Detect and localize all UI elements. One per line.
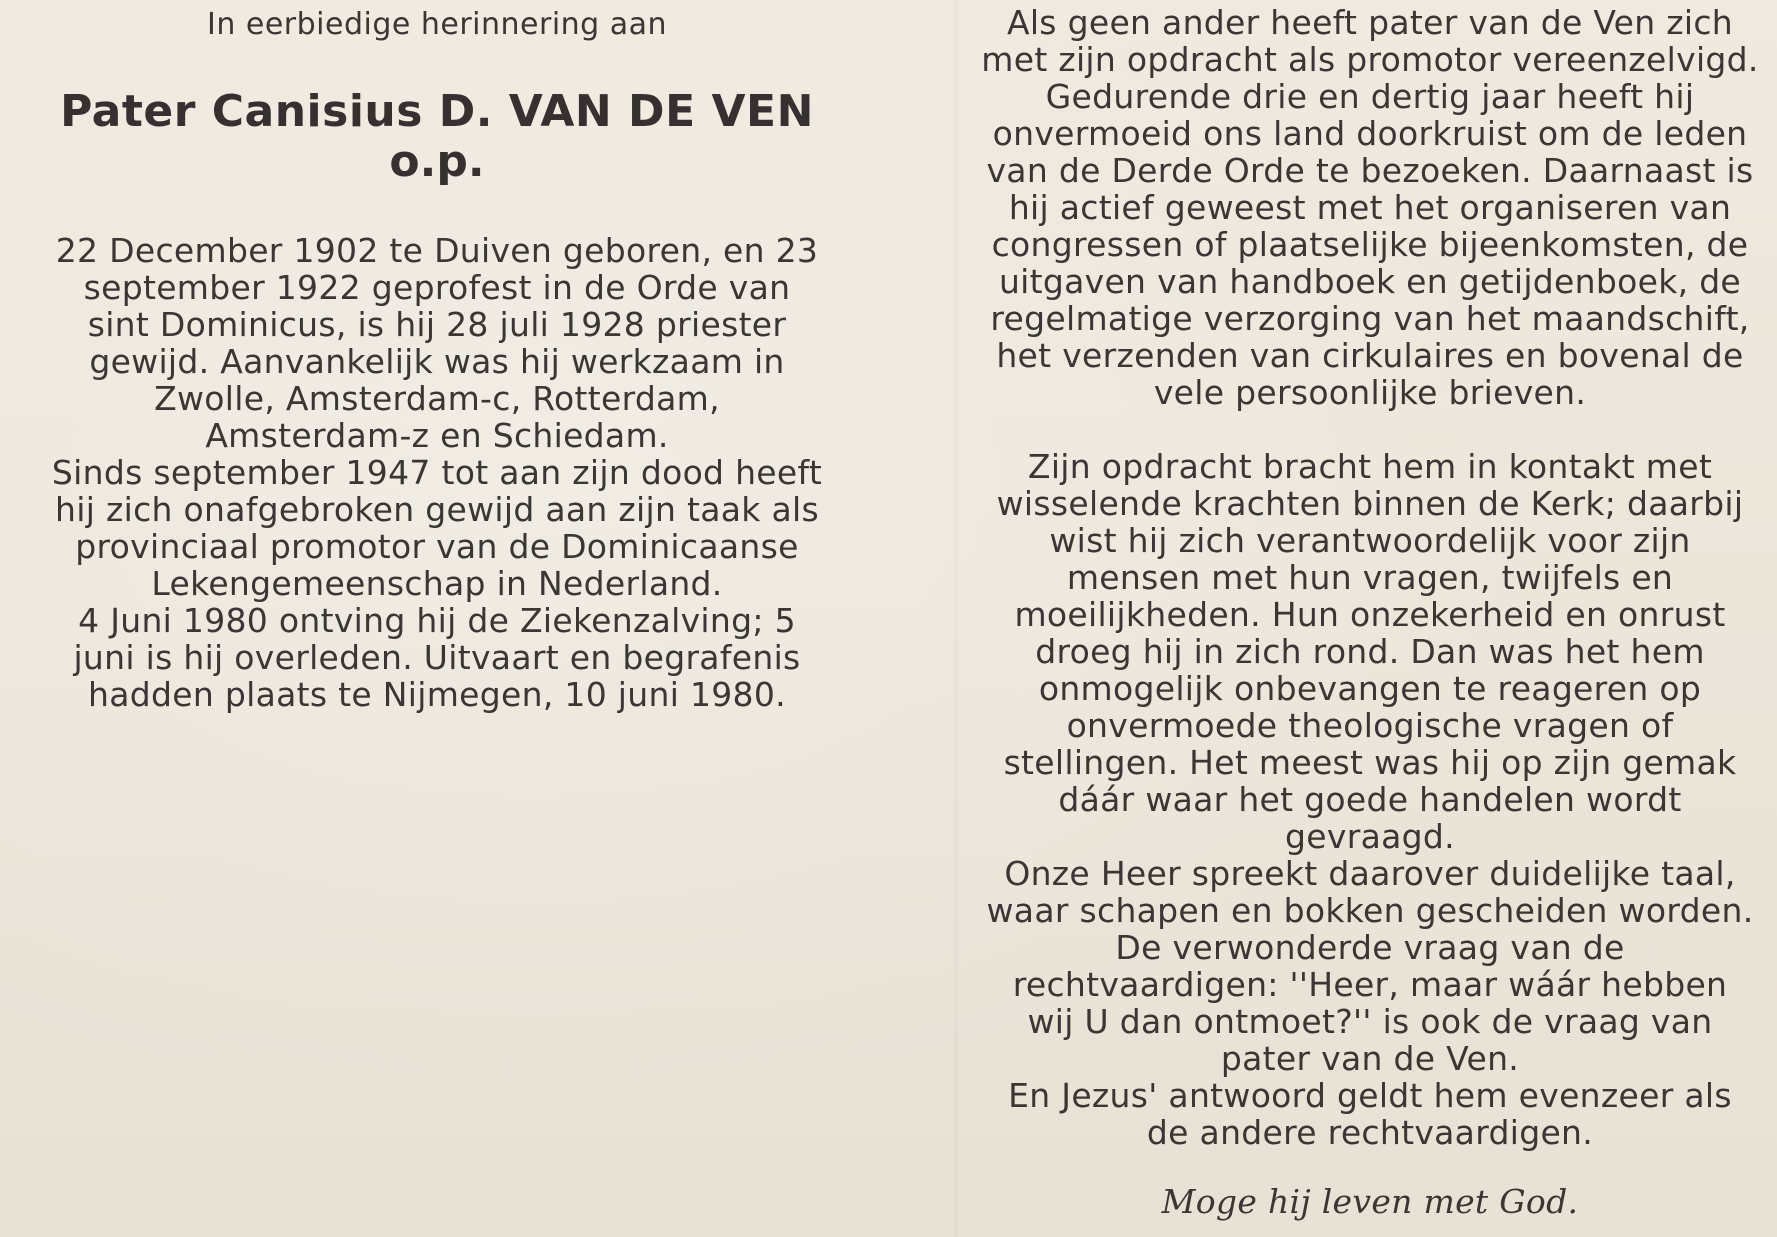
tribute-line: pater van de Ven. [1220, 1039, 1520, 1078]
tribute-line: Onze Heer spreekt daarover duidelijke taal, [1004, 854, 1736, 893]
tribute-line: moeilijkheden. Hun onzekerheid en onrust [1014, 595, 1726, 634]
bio-line: september 1922 geprofest in de Orde van [83, 268, 791, 307]
tribute-line: dáár waar het goede handelen wordt [1058, 780, 1682, 819]
tribute-line: onvermoeid ons land doorkruist om de leden [992, 114, 1748, 153]
intro-text: In eerbiedige herinnering aan [206, 7, 668, 42]
bio-line: juni is hij overleden. Uitvaart en begrafenis [73, 638, 801, 677]
tribute-line: waar schapen en bokken gescheiden worden. [986, 891, 1754, 930]
card-fold [953, 0, 959, 1237]
tribute-line: droeg hij in zich rond. Dan was het hem [1035, 632, 1705, 671]
bio-line: Sinds september 1947 tot aan zijn dood heeft [51, 453, 823, 492]
tribute-paragraph-2 [975, 448, 1765, 1151]
tribute-line: De verwonderde vraag van de [1115, 928, 1625, 967]
deceased-name: Pater Canisius D. VAN DE VEN [60, 86, 814, 137]
tribute-line: rechtvaardigen: ''Heer, maar wáár hebben [1012, 965, 1728, 1004]
tribute-line: congressen of plaatselijke bijeenkomsten, de [991, 225, 1749, 264]
tribute-line: onvermoede theologische vragen of [1066, 706, 1674, 745]
bio-line: hij zich onafgebroken gewijd aan zijn taak als [55, 490, 819, 529]
tribute-line: wist hij zich verantwoordelijk voor zijn [1049, 521, 1691, 560]
tribute-line: onmogelijk onbevangen te reageren op [1038, 669, 1702, 708]
tribute-line: met zijn opdracht als promotor vereenzelvigd. [981, 40, 1759, 79]
tribute-line: En Jezus' antwoord geldt hem evenzeer als [1008, 1076, 1732, 1115]
bio-line: provinciaal promotor van de Dominicaanse [75, 527, 799, 566]
bio-line: gewijd. Aanvankelijk was hij werkzaam in [89, 342, 785, 381]
biography [22, 232, 852, 713]
tribute-line: Gedurende drie en dertig jaar heeft hij [1045, 77, 1695, 116]
tribute-line: het verzenden van cirkulaires en bovenal de [996, 336, 1744, 375]
tribute-line: regelmatige verzorging van het maandschift, [990, 299, 1750, 338]
tribute-line: Als geen ander heeft pater van de Ven zich [1006, 3, 1734, 42]
tribute-line: gevraagd. [1285, 817, 1455, 856]
paragraph-gap [975, 411, 1765, 448]
tribute-line: vele persoonlijke brieven. [1153, 373, 1587, 412]
bio-line: Amsterdam-z en Schiedam. [205, 416, 669, 455]
bio-line: Lekengemeenschap in Nederland. [151, 564, 723, 603]
order-abbreviation: o.p. [389, 136, 485, 187]
tribute-line: uitgaven van handboek en getijdenboek, de [998, 262, 1742, 301]
bio-line: 22 December 1902 te Duiven geboren, en 23 [55, 231, 819, 270]
tribute-line: de andere rechtvaardigen. [1146, 1113, 1594, 1152]
tribute-paragraph-1 [975, 4, 1765, 411]
bio-line: 4 Juni 1980 ontving hij de Ziekenzalving; 5 [78, 601, 796, 640]
bio-line: Zwolle, Amsterdam-c, Rotterdam, [154, 379, 720, 418]
tribute-line: stellingen. Het meest was hij op zijn gemak [1003, 743, 1737, 782]
tribute-line: hij actief geweest met het organiseren van [1008, 188, 1732, 227]
bio-line: hadden plaats te Nijmegen, 10 juni 1980. [88, 675, 786, 714]
right-page [975, 0, 1765, 1220]
left-page [22, 0, 852, 713]
tribute-line: wij U dan ontmoet?'' is ook de vraag van [1027, 1002, 1713, 1041]
tribute-line: mensen met hun vragen, twijfels en [1066, 558, 1674, 597]
tribute-line: wisselende krachten binnen de Kerk; daarbij [996, 484, 1744, 523]
closing-blessing: Moge hij leven met God. [1161, 1182, 1579, 1221]
bio-line: sint Dominicus, is hij 28 juli 1928 priester [87, 305, 787, 344]
tribute-line: Zijn opdracht bracht hem in kontakt met [1027, 447, 1713, 486]
tribute-line: van de Derde Orde te bezoeken. Daarnaast is [986, 151, 1754, 190]
